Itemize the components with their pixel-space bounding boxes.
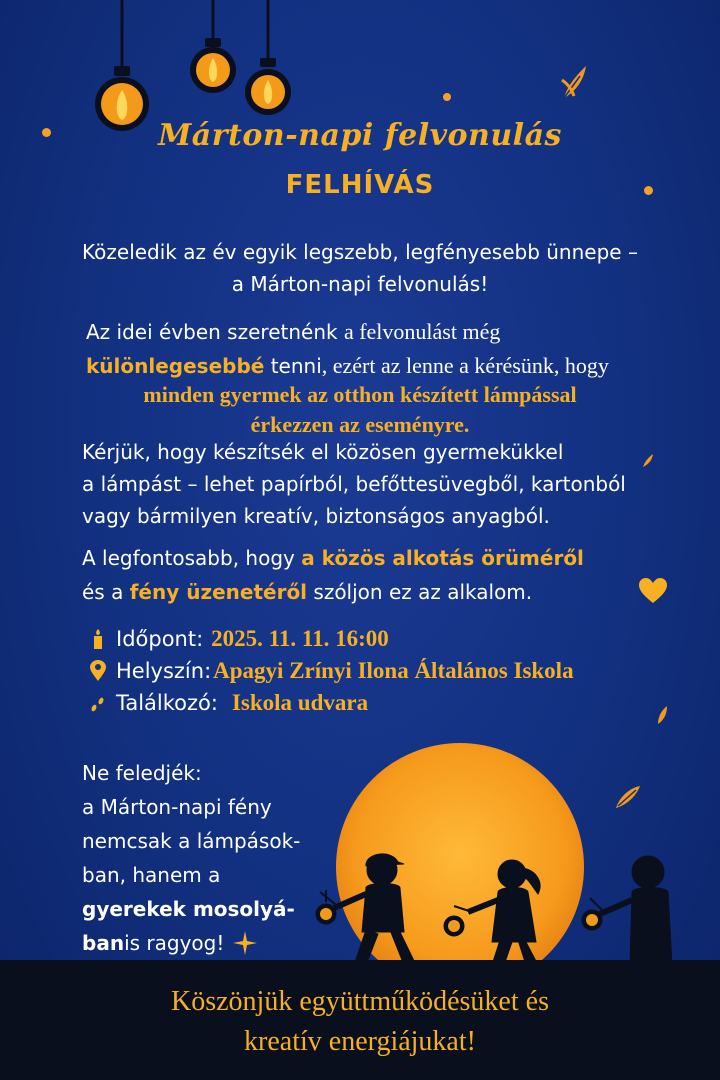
paragraph2-line-2: a lámpást – lehet papírból, befőttesüvegből, kartonból xyxy=(82,472,626,496)
footer-line: Köszönjük együttműködésüket és xyxy=(171,986,549,1017)
paragraph1-line-3: minden gyermek az otthon készített lámpással xyxy=(143,382,577,407)
info-place xyxy=(88,658,574,684)
info-time xyxy=(88,626,389,652)
intro-line-2: a Márton-napi felvonulás! xyxy=(231,272,489,296)
remember-line: gyerekek mosolyá- xyxy=(82,897,295,921)
leaf-icon xyxy=(640,452,656,470)
intro-line-1: Közeledik az év egyik legszebb, legfényesebb ünnepe – xyxy=(82,240,638,264)
heart-icon xyxy=(638,577,668,605)
remember-line: nemcsak a lámpások- xyxy=(82,829,301,853)
info-meet-value: Iskola udvara xyxy=(231,690,369,715)
paragraph3-line-2 xyxy=(82,576,532,608)
remember-line: ban, hanem a xyxy=(82,863,221,887)
paragraph3-text: szóljon ez az alkalom. xyxy=(307,580,533,604)
paragraph1-text: , ezért az lenne a kérésünk, hogy xyxy=(321,353,609,378)
star-dot xyxy=(443,93,451,101)
info-meet xyxy=(88,690,368,716)
paragraph1-line-1 xyxy=(86,316,500,348)
footer-line: kreatív energiájukat! xyxy=(244,1026,476,1057)
info-place-label: Helyszín: xyxy=(116,659,212,683)
info-time-value: 2025. 11. 11. 16:00 xyxy=(211,626,389,651)
paragraph2-line-1: Kérjük, hogy készítsék el közösen gyermekükkel xyxy=(82,440,564,464)
info-place-value: Apagyi Zrínyi Ilona Általános Iskola xyxy=(213,658,574,683)
page-subtitle: FELHÍVÁS xyxy=(285,170,435,200)
leaf-icon xyxy=(558,62,592,106)
paragraph1-line-2 xyxy=(86,350,609,382)
leaf-icon xyxy=(654,704,670,726)
sparkle-icon xyxy=(232,930,258,956)
candle-icon xyxy=(88,628,108,650)
info-time-label: Időpont: xyxy=(116,627,204,651)
paragraph1-line-4: érkezzen az eseményre. xyxy=(250,412,470,437)
children-silhouette xyxy=(300,842,680,967)
paragraph2-line-3: vagy bármilyen kreatív, biztonságos anyagból. xyxy=(82,504,550,528)
remember-block xyxy=(82,756,300,960)
paragraph3-line-1 xyxy=(82,542,584,574)
highlight-text: különlegesebbé xyxy=(86,354,265,378)
page-title: Márton-napi felvonulás xyxy=(158,118,562,153)
paragraph3-text: és a xyxy=(82,580,130,604)
leaf-icon xyxy=(612,782,644,812)
paragraph1-text: tenni xyxy=(264,354,322,378)
remember-line: a Márton-napi fény xyxy=(82,795,272,819)
highlight-text: a közös alkotás örüméről xyxy=(301,546,584,570)
location-pin-icon xyxy=(88,660,108,682)
info-meet-label: Találkozó: xyxy=(116,691,218,715)
remember-text: ban xyxy=(82,931,125,955)
remember-line: Ne feledjék: xyxy=(82,761,202,785)
footer-text xyxy=(0,982,720,1062)
paragraph1-text: Az idei évben szeretnénk xyxy=(86,320,344,344)
highlight-text: fény üzenetéről xyxy=(129,580,308,604)
paragraph1-text: a felvonulást még xyxy=(343,319,501,344)
paragraph3-text: A legfontosabb, hogy xyxy=(82,546,302,570)
remember-line xyxy=(82,926,300,960)
footsteps-icon xyxy=(88,692,108,714)
remember-text: is ragyog! xyxy=(124,931,225,955)
